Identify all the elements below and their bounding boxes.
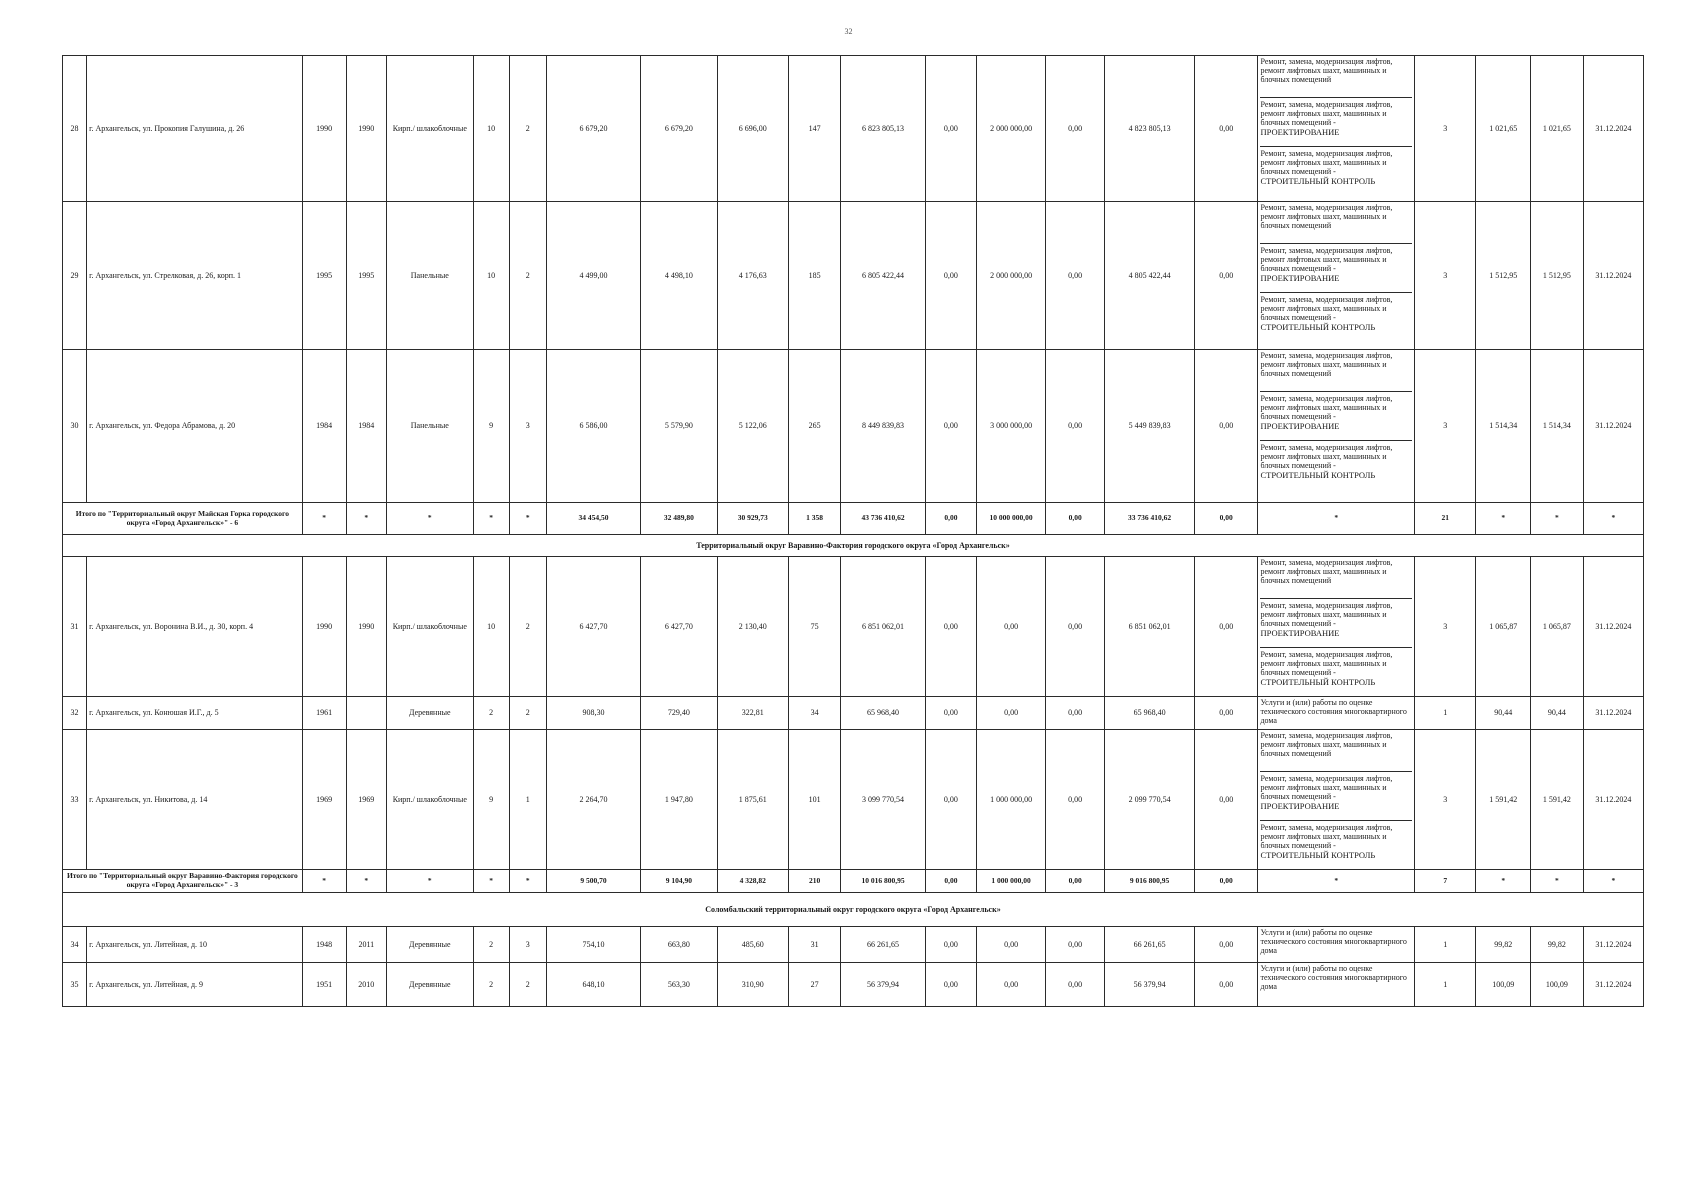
fund-local-cell: 0,00	[1046, 730, 1105, 870]
year-commissioned-cell: 1984	[346, 350, 387, 503]
works-count-cell: 1	[1415, 927, 1476, 963]
entrances-cell: 2	[509, 56, 546, 202]
placeholder-cell: *	[509, 503, 546, 535]
total-residents: 1 358	[788, 503, 841, 535]
fund-federal-cell: 0,00	[925, 557, 976, 697]
total-works-count: 21	[1415, 503, 1476, 535]
works-count-cell: 3	[1415, 557, 1476, 697]
fund-federal-cell: 0,00	[925, 697, 976, 730]
total-area-cell: 6 427,70	[546, 557, 640, 697]
deadline-cell: 31.12.2024	[1583, 202, 1643, 350]
address-cell: г. Архангельск, ул. Воронина В.И., д. 30, корп. 4	[87, 557, 303, 697]
wall-material-cell: Кирп./ шлакоблочные	[387, 56, 473, 202]
placeholder-cell: *	[1583, 870, 1643, 893]
floors-cell: 10	[473, 557, 509, 697]
fund-federal-cell: 0,00	[925, 927, 976, 963]
works-count-cell: 1	[1415, 963, 1476, 1007]
total-living-area: 32 489,80	[641, 503, 718, 535]
wall-material-cell: Кирп./ шлакоблочные	[387, 730, 473, 870]
total-private-area: 30 929,73	[717, 503, 788, 535]
work-item	[1260, 57, 1412, 95]
address-cell: г. Архангельск, ул. Федора Абрамова, д. 20	[87, 350, 303, 503]
work-description: Ремонт, замена, модернизация лифтов, ремонт лифтовых шахт, машинных и блочных помещений -	[1260, 246, 1393, 274]
works-count-cell: 3	[1415, 350, 1476, 503]
work-item	[1260, 698, 1412, 726]
year-commissioned-cell: 1990	[346, 557, 387, 697]
works-cell	[1258, 202, 1415, 350]
work-item	[1260, 440, 1412, 487]
placeholder-cell: *	[1531, 503, 1584, 535]
works-count-cell: 3	[1415, 202, 1476, 350]
table-row	[63, 56, 1644, 202]
total-living-area: 9 104,90	[641, 870, 718, 893]
fund-owners-cell: 4 823 805,13	[1105, 56, 1195, 202]
row-number: 35	[63, 963, 87, 1007]
entrances-cell: 1	[509, 730, 546, 870]
placeholder-cell: *	[1476, 870, 1531, 893]
deadline-cell: 31.12.2024	[1583, 963, 1643, 1007]
total-fund-local: 0,00	[1046, 503, 1105, 535]
work-description: Ремонт, замена, модернизация лифтов, ремонт лифтовых шахт, машинных и блочных помещений -	[1260, 823, 1393, 851]
residents-cell: 31	[788, 927, 841, 963]
private-area-cell: 4 176,63	[717, 202, 788, 350]
fund-other-cell: 0,00	[1194, 730, 1258, 870]
wall-material-cell: Панельные	[387, 202, 473, 350]
table-row	[63, 963, 1644, 1007]
total-total-area: 9 500,70	[546, 870, 640, 893]
living-area-cell: 5 579,90	[641, 350, 718, 503]
total-total-area: 34 454,50	[546, 503, 640, 535]
row-number: 33	[63, 730, 87, 870]
work-stage-label: ПРОЕКТИРОВАНИЕ	[1260, 800, 1340, 811]
works-cell	[1258, 927, 1415, 963]
year-commissioned-cell: 1969	[346, 730, 387, 870]
max-cost-cell: 1 514,34	[1531, 350, 1584, 503]
floors-cell: 2	[473, 963, 509, 1007]
total-area-cell: 648,10	[546, 963, 640, 1007]
work-stage-label: СТРОИТЕЛЬНЫЙ КОНТРОЛЬ	[1260, 676, 1376, 687]
fund-regional-cell: 0,00	[977, 557, 1046, 697]
private-area-cell: 322,81	[717, 697, 788, 730]
section-title: Территориальный округ Варавино-Фактория городского округа «Город Архангельск»	[63, 535, 1644, 557]
total-label: Итого по "Территориальный округ Варавино-Фактория городского округа «Город Архангельск»" - 3	[63, 870, 303, 893]
work-item	[1260, 598, 1412, 645]
fund-regional-cell: 3 000 000,00	[977, 350, 1046, 503]
total-row	[63, 503, 1644, 535]
work-stage-label: СТРОИТЕЛЬНЫЙ КОНТРОЛЬ	[1260, 321, 1376, 332]
floors-cell: 10	[473, 202, 509, 350]
row-number: 31	[63, 557, 87, 697]
living-area-cell: 6 427,70	[641, 557, 718, 697]
table-row	[63, 730, 1644, 870]
placeholder-cell: *	[387, 503, 473, 535]
work-item	[1260, 292, 1412, 339]
entrances-cell: 2	[509, 963, 546, 1007]
work-description: Услуги и (или) работы по оценке технического состояния многоквартирного дома	[1260, 928, 1407, 956]
total-residents: 210	[788, 870, 841, 893]
total-label: Итого по "Территориальный округ Майская Горка городского округа «Город Архангельск»" - 6	[63, 503, 303, 535]
placeholder-cell: *	[346, 870, 387, 893]
residents-cell: 75	[788, 557, 841, 697]
living-area-cell: 563,30	[641, 963, 718, 1007]
fund-owners-cell: 6 851 062,01	[1105, 557, 1195, 697]
total-cost-cell: 6 805 422,44	[841, 202, 925, 350]
work-item	[1260, 820, 1412, 867]
total-works: *	[1258, 870, 1415, 893]
total-area-cell: 908,30	[546, 697, 640, 730]
living-area-cell: 663,80	[641, 927, 718, 963]
address-cell: г. Архангельск, ул. Прокопия Галушина, д. 26	[87, 56, 303, 202]
placeholder-cell: *	[473, 503, 509, 535]
total-cost-cell: 66 261,65	[841, 927, 925, 963]
section-header-row	[63, 535, 1644, 557]
max-cost-cell: 90,44	[1531, 697, 1584, 730]
total-area-cell: 6 679,20	[546, 56, 640, 202]
total-cost-cell: 6 851 062,01	[841, 557, 925, 697]
fund-regional-cell: 0,00	[977, 927, 1046, 963]
entrances-cell: 2	[509, 557, 546, 697]
placeholder-cell: *	[1476, 503, 1531, 535]
total-works: *	[1258, 503, 1415, 535]
total-works-count: 7	[1415, 870, 1476, 893]
unit-cost-cell: 1 591,42	[1476, 730, 1531, 870]
entrances-cell: 3	[509, 927, 546, 963]
work-item	[1260, 203, 1412, 241]
deadline-cell: 31.12.2024	[1583, 557, 1643, 697]
fund-local-cell: 0,00	[1046, 963, 1105, 1007]
fund-federal-cell: 0,00	[925, 963, 976, 1007]
year-commissioned-cell: 2011	[346, 927, 387, 963]
work-description: Ремонт, замена, модернизация лифтов, ремонт лифтовых шахт, машинных и блочных помещений -	[1260, 394, 1393, 422]
unit-cost-cell: 100,09	[1476, 963, 1531, 1007]
wall-material-cell: Деревянные	[387, 927, 473, 963]
total-fund-other: 0,00	[1194, 870, 1258, 893]
works-count-cell: 3	[1415, 730, 1476, 870]
table-row	[63, 350, 1644, 503]
row-number: 32	[63, 697, 87, 730]
total-cost-cell: 8 449 839,83	[841, 350, 925, 503]
floors-cell: 10	[473, 56, 509, 202]
works-cell	[1258, 730, 1415, 870]
private-area-cell: 310,90	[717, 963, 788, 1007]
fund-owners-cell: 56 379,94	[1105, 963, 1195, 1007]
work-stage-label: СТРОИТЕЛЬНЫЙ КОНТРОЛЬ	[1260, 175, 1376, 186]
fund-other-cell: 0,00	[1194, 697, 1258, 730]
year-commissioned-cell	[346, 697, 387, 730]
year-commissioned-cell: 1995	[346, 202, 387, 350]
work-item	[1260, 964, 1412, 992]
section-header-row	[63, 893, 1644, 927]
placeholder-cell: *	[302, 503, 346, 535]
fund-federal-cell: 0,00	[925, 730, 976, 870]
total-fund-federal: 0,00	[925, 503, 976, 535]
year-built-cell: 1984	[302, 350, 346, 503]
works-cell	[1258, 56, 1415, 202]
work-item	[1260, 97, 1412, 144]
deadline-cell: 31.12.2024	[1583, 697, 1643, 730]
row-number: 30	[63, 350, 87, 503]
work-item	[1260, 243, 1412, 290]
living-area-cell: 6 679,20	[641, 56, 718, 202]
year-built-cell: 1990	[302, 557, 346, 697]
unit-cost-cell: 1 514,34	[1476, 350, 1531, 503]
fund-regional-cell: 2 000 000,00	[977, 56, 1046, 202]
work-description: Ремонт, замена, модернизация лифтов, ремонт лифтовых шахт, машинных и блочных помещений -	[1260, 601, 1393, 629]
fund-federal-cell: 0,00	[925, 202, 976, 350]
works-cell	[1258, 350, 1415, 503]
address-cell: г. Архангельск, ул. Литейная, д. 10	[87, 927, 303, 963]
wall-material-cell: Деревянные	[387, 963, 473, 1007]
work-description: Ремонт, замена, модернизация лифтов, ремонт лифтовых шахт, машинных и блочных помещений -	[1260, 295, 1393, 323]
fund-other-cell: 0,00	[1194, 350, 1258, 503]
fund-owners-cell: 2 099 770,54	[1105, 730, 1195, 870]
work-item	[1260, 928, 1412, 956]
residents-cell: 185	[788, 202, 841, 350]
work-description: Ремонт, замена, модернизация лифтов, ремонт лифтовых шахт, машинных и блочных помещений -	[1260, 650, 1393, 678]
fund-owners-cell: 4 805 422,44	[1105, 202, 1195, 350]
total-cost-cell: 56 379,94	[841, 963, 925, 1007]
max-cost-cell: 99,82	[1531, 927, 1584, 963]
placeholder-cell: *	[302, 870, 346, 893]
total-fund-federal: 0,00	[925, 870, 976, 893]
fund-other-cell: 0,00	[1194, 927, 1258, 963]
year-built-cell: 1995	[302, 202, 346, 350]
fund-regional-cell: 0,00	[977, 697, 1046, 730]
work-item	[1260, 647, 1412, 694]
year-commissioned-cell: 1990	[346, 56, 387, 202]
work-description: Ремонт, замена, модернизация лифтов, ремонт лифтовых шахт, машинных и блочных помещений	[1260, 558, 1393, 586]
floors-cell: 2	[473, 697, 509, 730]
deadline-cell: 31.12.2024	[1583, 350, 1643, 503]
floors-cell: 2	[473, 927, 509, 963]
total-total-cost: 43 736 410,62	[841, 503, 925, 535]
total-fund-local: 0,00	[1046, 870, 1105, 893]
wall-material-cell: Панельные	[387, 350, 473, 503]
placeholder-cell: *	[346, 503, 387, 535]
fund-other-cell: 0,00	[1194, 56, 1258, 202]
fund-local-cell: 0,00	[1046, 557, 1105, 697]
total-fund-regional: 1 000 000,00	[977, 870, 1046, 893]
fund-local-cell: 0,00	[1046, 56, 1105, 202]
fund-owners-cell: 66 261,65	[1105, 927, 1195, 963]
works-cell	[1258, 963, 1415, 1007]
total-fund-owners: 9 016 800,95	[1105, 870, 1195, 893]
year-commissioned-cell: 2010	[346, 963, 387, 1007]
work-stage-label: ПРОЕКТИРОВАНИЕ	[1260, 126, 1340, 137]
total-fund-other: 0,00	[1194, 503, 1258, 535]
deadline-cell: 31.12.2024	[1583, 56, 1643, 202]
address-cell: г. Архангельск, ул. Конюшая И.Г., д. 5	[87, 697, 303, 730]
year-built-cell: 1961	[302, 697, 346, 730]
year-built-cell: 1990	[302, 56, 346, 202]
work-description: Ремонт, замена, модернизация лифтов, ремонт лифтовых шахт, машинных и блочных помещений -	[1260, 100, 1393, 128]
private-area-cell: 6 696,00	[717, 56, 788, 202]
fund-other-cell: 0,00	[1194, 202, 1258, 350]
private-area-cell: 5 122,06	[717, 350, 788, 503]
table-row	[63, 697, 1644, 730]
works-cell	[1258, 557, 1415, 697]
work-item	[1260, 146, 1412, 193]
fund-regional-cell: 1 000 000,00	[977, 730, 1046, 870]
max-cost-cell: 1 021,65	[1531, 56, 1584, 202]
residents-cell: 27	[788, 963, 841, 1007]
residents-cell: 265	[788, 350, 841, 503]
entrances-cell: 2	[509, 202, 546, 350]
fund-federal-cell: 0,00	[925, 350, 976, 503]
table-row	[63, 202, 1644, 350]
total-cost-cell: 3 099 770,54	[841, 730, 925, 870]
placeholder-cell: *	[387, 870, 473, 893]
floors-cell: 9	[473, 350, 509, 503]
entrances-cell: 3	[509, 350, 546, 503]
year-built-cell: 1969	[302, 730, 346, 870]
address-cell: г. Архангельск, ул. Никитова, д. 14	[87, 730, 303, 870]
work-stage-label: ПРОЕКТИРОВАНИЕ	[1260, 272, 1340, 283]
private-area-cell: 2 130,40	[717, 557, 788, 697]
work-item	[1260, 731, 1412, 769]
page-number: 32	[844, 27, 853, 36]
fund-federal-cell: 0,00	[925, 56, 976, 202]
placeholder-cell: *	[509, 870, 546, 893]
section-title: Соломбальский территориальный округ городского округа «Город Архангельск»	[63, 893, 1644, 927]
placeholder-cell: *	[1531, 870, 1584, 893]
unit-cost-cell: 90,44	[1476, 697, 1531, 730]
total-area-cell: 6 586,00	[546, 350, 640, 503]
total-private-area: 4 328,82	[717, 870, 788, 893]
total-area-cell: 754,10	[546, 927, 640, 963]
living-area-cell: 4 498,10	[641, 202, 718, 350]
max-cost-cell: 1 512,95	[1531, 202, 1584, 350]
fund-other-cell: 0,00	[1194, 557, 1258, 697]
fund-regional-cell: 0,00	[977, 963, 1046, 1007]
row-number: 29	[63, 202, 87, 350]
work-description: Услуги и (или) работы по оценке технического состояния многоквартирного дома	[1260, 964, 1407, 992]
work-description: Ремонт, замена, модернизация лифтов, ремонт лифтовых шахт, машинных и блочных помещений	[1260, 731, 1393, 759]
address-cell: г. Архангельск, ул. Литейная, д. 9	[87, 963, 303, 1007]
fund-regional-cell: 2 000 000,00	[977, 202, 1046, 350]
work-stage-label: СТРОИТЕЛЬНЫЙ КОНТРОЛЬ	[1260, 469, 1376, 480]
residents-cell: 101	[788, 730, 841, 870]
fund-local-cell: 0,00	[1046, 697, 1105, 730]
entrances-cell: 2	[509, 697, 546, 730]
work-description: Ремонт, замена, модернизация лифтов, ремонт лифтовых шахт, машинных и блочных помещений -	[1260, 443, 1393, 471]
work-item	[1260, 391, 1412, 438]
year-built-cell: 1951	[302, 963, 346, 1007]
floors-cell: 9	[473, 730, 509, 870]
work-description: Ремонт, замена, модернизация лифтов, ремонт лифтовых шахт, машинных и блочных помещений	[1260, 351, 1393, 379]
work-description: Ремонт, замена, модернизация лифтов, ремонт лифтовых шахт, машинных и блочных помещений -	[1260, 774, 1393, 802]
works-count-cell: 1	[1415, 697, 1476, 730]
work-item	[1260, 558, 1412, 596]
work-item	[1260, 351, 1412, 389]
table-row	[63, 927, 1644, 963]
work-description: Услуги и (или) работы по оценке технического состояния многоквартирного дома	[1260, 698, 1407, 726]
placeholder-cell: *	[1583, 503, 1643, 535]
works-count-cell: 3	[1415, 56, 1476, 202]
address-cell: г. Архангельск, ул. Стрелковая, д. 26, корп. 1	[87, 202, 303, 350]
private-area-cell: 1 875,61	[717, 730, 788, 870]
residents-cell: 147	[788, 56, 841, 202]
max-cost-cell: 1 065,87	[1531, 557, 1584, 697]
work-stage-label: ПРОЕКТИРОВАНИЕ	[1260, 627, 1340, 638]
fund-local-cell: 0,00	[1046, 202, 1105, 350]
deadline-cell: 31.12.2024	[1583, 730, 1643, 870]
unit-cost-cell: 1 021,65	[1476, 56, 1531, 202]
total-row	[63, 870, 1644, 893]
table-row	[63, 557, 1644, 697]
total-cost-cell: 6 823 805,13	[841, 56, 925, 202]
work-stage-label: СТРОИТЕЛЬНЫЙ КОНТРОЛЬ	[1260, 849, 1376, 860]
total-fund-regional: 10 000 000,00	[977, 503, 1046, 535]
total-total-cost: 10 016 800,95	[841, 870, 925, 893]
living-area-cell: 1 947,80	[641, 730, 718, 870]
max-cost-cell: 100,09	[1531, 963, 1584, 1007]
fund-owners-cell: 65 968,40	[1105, 697, 1195, 730]
private-area-cell: 485,60	[717, 927, 788, 963]
unit-cost-cell: 1 512,95	[1476, 202, 1531, 350]
placeholder-cell: *	[473, 870, 509, 893]
unit-cost-cell: 1 065,87	[1476, 557, 1531, 697]
row-number: 34	[63, 927, 87, 963]
capital-repair-register-table	[62, 55, 1644, 1007]
work-description: Ремонт, замена, модернизация лифтов, ремонт лифтовых шахт, машинных и блочных помещений -	[1260, 149, 1393, 177]
deadline-cell: 31.12.2024	[1583, 927, 1643, 963]
wall-material-cell: Кирп./ шлакоблочные	[387, 557, 473, 697]
max-cost-cell: 1 591,42	[1531, 730, 1584, 870]
total-area-cell: 4 499,00	[546, 202, 640, 350]
living-area-cell: 729,40	[641, 697, 718, 730]
row-number: 28	[63, 56, 87, 202]
fund-local-cell: 0,00	[1046, 350, 1105, 503]
work-description: Ремонт, замена, модернизация лифтов, ремонт лифтовых шахт, машинных и блочных помещений	[1260, 57, 1393, 85]
fund-local-cell: 0,00	[1046, 927, 1105, 963]
unit-cost-cell: 99,82	[1476, 927, 1531, 963]
total-area-cell: 2 264,70	[546, 730, 640, 870]
work-item	[1260, 771, 1412, 818]
residents-cell: 34	[788, 697, 841, 730]
fund-owners-cell: 5 449 839,83	[1105, 350, 1195, 503]
wall-material-cell: Деревянные	[387, 697, 473, 730]
year-built-cell: 1948	[302, 927, 346, 963]
work-description: Ремонт, замена, модернизация лифтов, ремонт лифтовых шахт, машинных и блочных помещений	[1260, 203, 1393, 231]
work-stage-label: ПРОЕКТИРОВАНИЕ	[1260, 420, 1340, 431]
works-cell	[1258, 697, 1415, 730]
fund-other-cell: 0,00	[1194, 963, 1258, 1007]
total-fund-owners: 33 736 410,62	[1105, 503, 1195, 535]
total-cost-cell: 65 968,40	[841, 697, 925, 730]
